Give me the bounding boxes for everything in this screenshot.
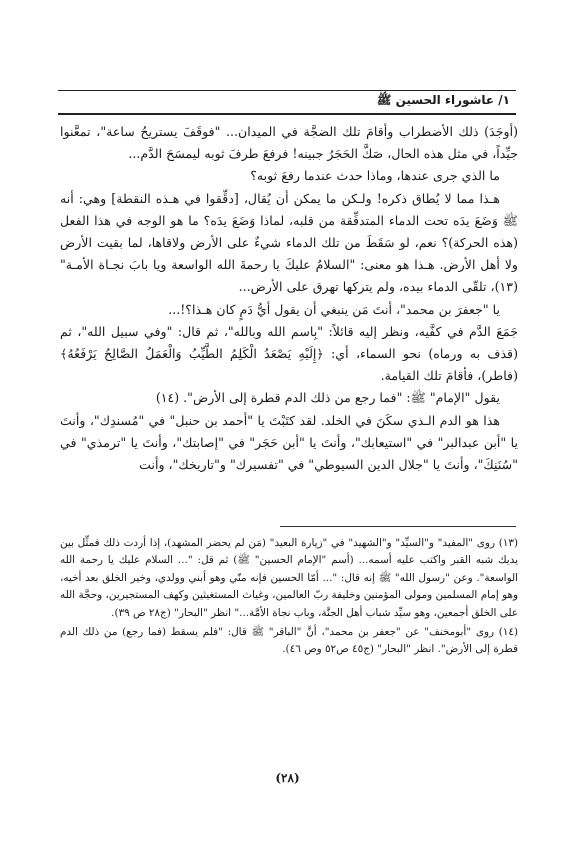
footnote-divider <box>280 526 516 527</box>
footnote: (١٣) روى "المفيد" و"السيِّد" و"الشهيد" في "زيارة البعيد" (مَن لم يحضر المشهد)، إذا أردت ذلك فمثِّل بين يديك شبه القبر واكتب عليه أسمه... (أسم "الإمام الحسين" ﷺ) ثم قل: "... السلام عليك يا رحمة الله الواسعة". وعن "رسول الله" ﷺ إنه قال: "... أمّا الحسين فإنه منّي وهو أبني وولدي، وخير الخلق بعد أخيه، وهو إمام المسلمين ومولى المؤمنين وخليفة ربّ العالمين، وغياث المستغيثين وكهف المستجيرين، وحجَّة الله على الخلق أجمعين، وهو سيِّد شباب أهل الجنَّة، وباب نجاة الأمَّة..." انظر "البحار" (ج٢٨ ص ٣٩). <box>60 537 518 619</box>
paragraph: هـذا مما لا يُطاق ذكره! ولـكن ما يمكن أن يُقال، [دقِّقوا في هـذه النقطة] وهي: أنه ﷺ وَضَعَ يدَه تحت الدماء المتدفِّقة من قلبه، لماذا وَضَعَ يدَه؟ ما هو الوجه في هذا الفعل (هذه الحركة)؟ نعم، لو سَقَطَ من تلك الدماء شيءٌ على الأرض ولاقاها، لما بقيت الأرض ولا أهل الأرض. هـذا هو معنى: "السلامُ عليكَ يا رحمةَ الله الواسعة ويا بابَ نجـاة الأمـة" (١٣)، تلقّى الدماء بيده، ولم يتركها تهرق على الأرض... <box>60 190 518 295</box>
running-header <box>58 90 516 115</box>
paragraph: هذا هو الدم الـذي سكَنَ في الخلد. لقد كتَبْتَ يا "أحمد بن حنبل" في "مُسندِك"، وأنتَ يا "أبن عبدالبر" في "استيعابك"، وأنتَ يا "أبن حَجَر" في "إصابتك"، وأنتَ يا "ترمذي" في "سُنَنِكَ"، وأنتَ يا "جلال الدين السيوطي" في "تفسيرك" و"تاريخك"، وأنت <box>60 412 518 473</box>
paragraph: جَمَعَ الدَّم في كفَّيه، ونظر إليه قائلاً: "بِاسم الله وبالله"، ثم قال: "وفي سبيل الله"، ثم (قذف به ورماه) نحو السماء، أي: ﴿إِلَيْهِ يَصْعَدُ الْكَلِمُ الطَّيِّبُ وَالْعَمَلُ الصَّالِحُ يَرْفَعُهُ﴾ (فاطر)، فأقامَ تلك القيامة. <box>60 323 518 384</box>
footnote: (١٤) روى "أبومخنف" عن "جعفر بن محمد"، أنَّ "الباقر" ﷺ قال: "فلم يسقط (فما رجع) من ذلك الدم قطرة إلى الأرض". انظر "البحار" (ج٤٥ ص٥٢ وص ٤٦). <box>60 626 518 656</box>
header-title: ١/ عاشوراء الحسين ﷺ <box>375 93 512 110</box>
paragraph: يقول "الإمام" ﷺ: "فما رجع من ذلك الدم قطرة إلى الأرض". (١٤) <box>155 390 500 406</box>
paragraph: يا "جعفرَ بن محمد"، أنتَ مَن ينبغي أن يقول أيُّ دَمٍ كان هـذا؟!... <box>168 301 500 317</box>
main-text <box>60 121 518 476</box>
footnotes <box>60 535 518 659</box>
page-number: (٢٨) <box>275 771 300 785</box>
paragraph: ما الذي جرى عندها، وماذا حدث عندما رفعَ ثوبه؟ <box>250 168 500 184</box>
paragraph: (أوجَدَ) ذلك الأضطراب وأقامَ تلك الضجَّة في الميدان... "فوقَفَ يستريحُ ساعة"، تمعَّنوا جيِّداً، في مثل هذه الحال، صَكَّ الحَجَرُ جبينه! فرفعَ طرفَ ثوبه ليمسَحَ الدَّم... <box>60 124 518 162</box>
